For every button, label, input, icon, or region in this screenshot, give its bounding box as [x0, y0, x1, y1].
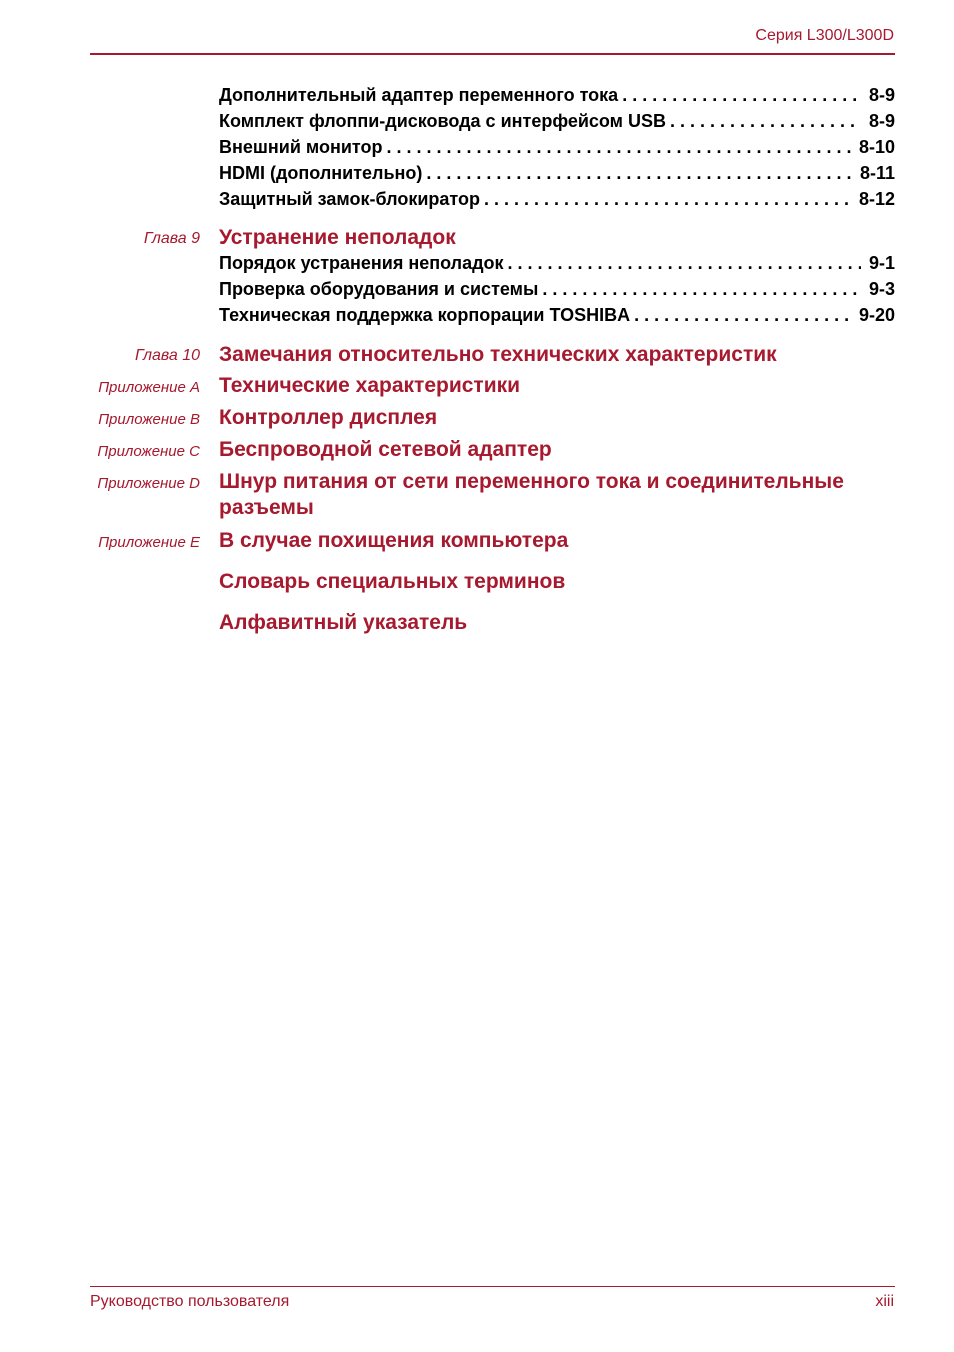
header-title: Серия L300/L300D: [755, 27, 894, 44]
toc-entry[interactable]: [219, 279, 895, 303]
footer-manual-title: Руководство пользователя: [90, 1293, 290, 1310]
appendix-title[interactable]: В случае похищения компьютера: [219, 529, 569, 552]
toc-entry-text: Защитный замок-блокиратор: [219, 189, 480, 209]
chapter-label: Глава 9: [143, 230, 200, 247]
appendix-title[interactable]: Беспроводной сетевой адаптер: [219, 438, 552, 461]
toc-entry-text: Техническая поддержка корпорации TOSHIBA: [219, 305, 631, 325]
appendix-label: Приложение A: [98, 379, 200, 396]
toc-entry[interactable]: [219, 305, 895, 329]
toc-entry[interactable]: [219, 189, 895, 213]
appendix-label: Приложение C: [97, 443, 200, 460]
toc-entry-page: 9-1: [868, 253, 895, 273]
toc-entry-dots: [666, 111, 861, 132]
appendix-title[interactable]: Технические характеристики: [219, 374, 521, 397]
toc-entry-page: 9-3: [868, 279, 895, 299]
toc-entry-dots: [480, 189, 851, 210]
toc-entry[interactable]: [219, 163, 895, 187]
appendix-title[interactable]: Контроллер дисплея: [219, 406, 438, 429]
footer-divider: [90, 1286, 895, 1287]
glossary-title[interactable]: Словарь специальных терминов: [219, 570, 566, 593]
toc-entry-page: 8-12: [858, 189, 895, 209]
toc-entry[interactable]: [219, 137, 895, 161]
toc-entry-page: 8-9: [868, 85, 895, 105]
appendix-label: Приложение B: [98, 411, 200, 428]
toc-entry-text: Внешний монитор: [219, 137, 383, 157]
chapter-title[interactable]: Замечания относительно технических характеристик: [219, 343, 777, 366]
toc-entry-text: Дополнительный адаптер переменного тока: [219, 85, 619, 105]
toc-entry-page: 8-10: [858, 137, 895, 157]
toc-entry[interactable]: [219, 85, 895, 109]
toc-entry[interactable]: [219, 253, 895, 277]
toc-entry-page: 8-9: [868, 111, 895, 131]
toc-entry-dots: [538, 279, 861, 300]
toc-entry[interactable]: [219, 111, 895, 135]
toc-entry-page: 8-11: [859, 163, 895, 183]
toc-entry-dots: [504, 253, 861, 274]
chapter-title[interactable]: Устранение неполадок: [219, 226, 456, 249]
index-title[interactable]: Алфавитный указатель: [219, 611, 468, 634]
header-divider: [90, 53, 895, 55]
appendix-label: Приложение E: [98, 534, 200, 551]
toc-entry-dots: [618, 85, 861, 106]
chapter-label: Глава 10: [134, 347, 200, 364]
toc-entry-text: Комплект флоппи-дисковода с интерфейсом USB: [219, 111, 667, 131]
footer-page-number: xiii: [875, 1293, 894, 1310]
toc-entry-dots: [382, 137, 851, 158]
toc-entry-text: Проверка оборудования и системы: [219, 279, 539, 299]
toc-entry-dots: [422, 163, 852, 184]
toc-entry-page: 9-20: [858, 305, 895, 325]
appendix-title[interactable]: Шнур питания от сети переменного тока и соединительные разъемы: [219, 470, 844, 519]
appendix-label: Приложение D: [97, 475, 200, 492]
toc-entry-text: HDMI (дополнительно): [219, 163, 423, 183]
toc-entry-dots: [630, 305, 851, 326]
toc-entry-text: Порядок устранения неполадок: [219, 253, 504, 273]
